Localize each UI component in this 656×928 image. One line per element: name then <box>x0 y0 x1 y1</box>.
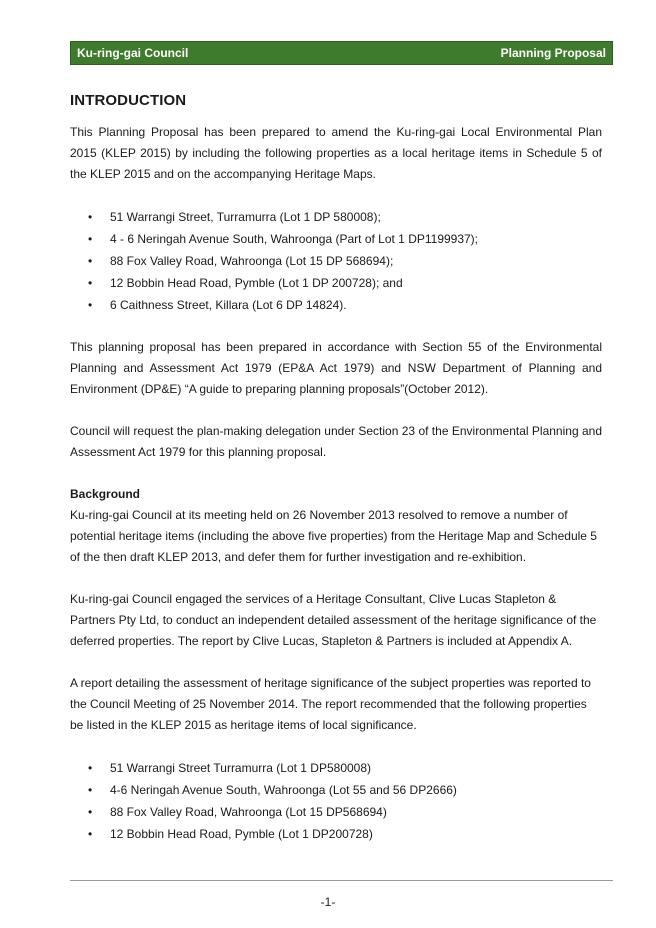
bullet-icon: • <box>88 761 93 775</box>
bullet-icon: • <box>88 298 93 312</box>
footer-divider <box>70 880 613 881</box>
list-item: • 4-6 Neringah Avenue South, Wahroonga (Lot 55 and 56 DP2666) <box>70 779 602 801</box>
background-paragraph-report: A report detailing the assessment of heritage significance of the subject properties was reported to the Council Meeting of 25 November 2014. The report recommended that the following properties be listed in the KLEP 2015 as heritage items of local significance. <box>70 676 591 732</box>
bullet-icon: • <box>88 783 93 797</box>
bullet-icon: • <box>88 254 93 268</box>
background-heading: Background <box>70 487 141 501</box>
page-header <box>70 41 613 65</box>
header-council-name: Ku-ring-gai Council <box>77 46 189 60</box>
bullet-icon: • <box>88 232 93 246</box>
list-item: • 88 Fox Valley Road, Wahroonga (Lot 15 DP 568694); <box>70 250 602 272</box>
background-paragraph-meeting: Ku-ring-gai Council at its meeting held on 26 November 2013 resolved to remove a number of potential heritage items (including the above five properties) from the Heritage Map and Schedule 5 of the then draft KLEP 2013, and defer them for further investigation and re-exhibition. <box>70 508 597 564</box>
accordance-paragraph: This planning proposal has been prepared in accordance with Section 55 of the Environmental Planning and Assessment Act 1979 (EP&A Act 1979) and NSW Department of Planning and Environment (DP&E) “A guide to preparing planning proposals”(October 2012). <box>70 340 602 396</box>
bullet-icon: • <box>88 210 93 224</box>
page-number: -1- <box>320 895 336 909</box>
document-body <box>70 92 602 845</box>
header-document-type: Planning Proposal <box>500 46 606 60</box>
delegation-paragraph: Council will request the plan-making delegation under Section 23 of the Environmental Planning and Assessment Act 1979 for this planning proposal. <box>70 424 602 459</box>
list-item: • 12 Bobbin Head Road, Pymble (Lot 1 DP 200728); and <box>70 272 602 294</box>
page-title: INTRODUCTION <box>70 92 187 109</box>
list-item: • 12 Bobbin Head Road, Pymble (Lot 1 DP200728) <box>70 823 602 845</box>
list-item: • 51 Warrangi Street, Turramurra (Lot 1 DP 580008); <box>70 206 602 228</box>
properties-list-recommended <box>70 757 602 845</box>
properties-list-initial <box>70 206 602 316</box>
list-item: • 6 Caithness Street, Killara (Lot 6 DP 14824). <box>70 294 602 316</box>
bullet-icon: • <box>88 827 93 841</box>
list-item: • 51 Warrangi Street Turramurra (Lot 1 DP580008) <box>70 757 602 779</box>
list-item: • 88 Fox Valley Road, Wahroonga (Lot 15 DP568694) <box>70 801 602 823</box>
list-item: • 4 - 6 Neringah Avenue South, Wahroonga (Part of Lot 1 DP1199937); <box>70 228 602 250</box>
intro-paragraph: This Planning Proposal has been prepared to amend the Ku-ring-gai Local Environmental Plan 2015 (KLEP 2015) by including the following properties as a local heritage items in Schedule 5 of the KLEP 2015 and on the accompanying Heritage Maps. <box>70 125 602 181</box>
bullet-icon: • <box>88 805 93 819</box>
background-paragraph-consultant: Ku-ring-gai Council engaged the services of a Heritage Consultant, Clive Lucas Stapleton & Partners Pty Ltd, to conduct an independent detailed assessment of the heritage significance of the deferred properties. The report by Clive Lucas, Stapleton & Partners is included at Appendix A. <box>70 592 597 648</box>
bullet-icon: • <box>88 276 93 290</box>
